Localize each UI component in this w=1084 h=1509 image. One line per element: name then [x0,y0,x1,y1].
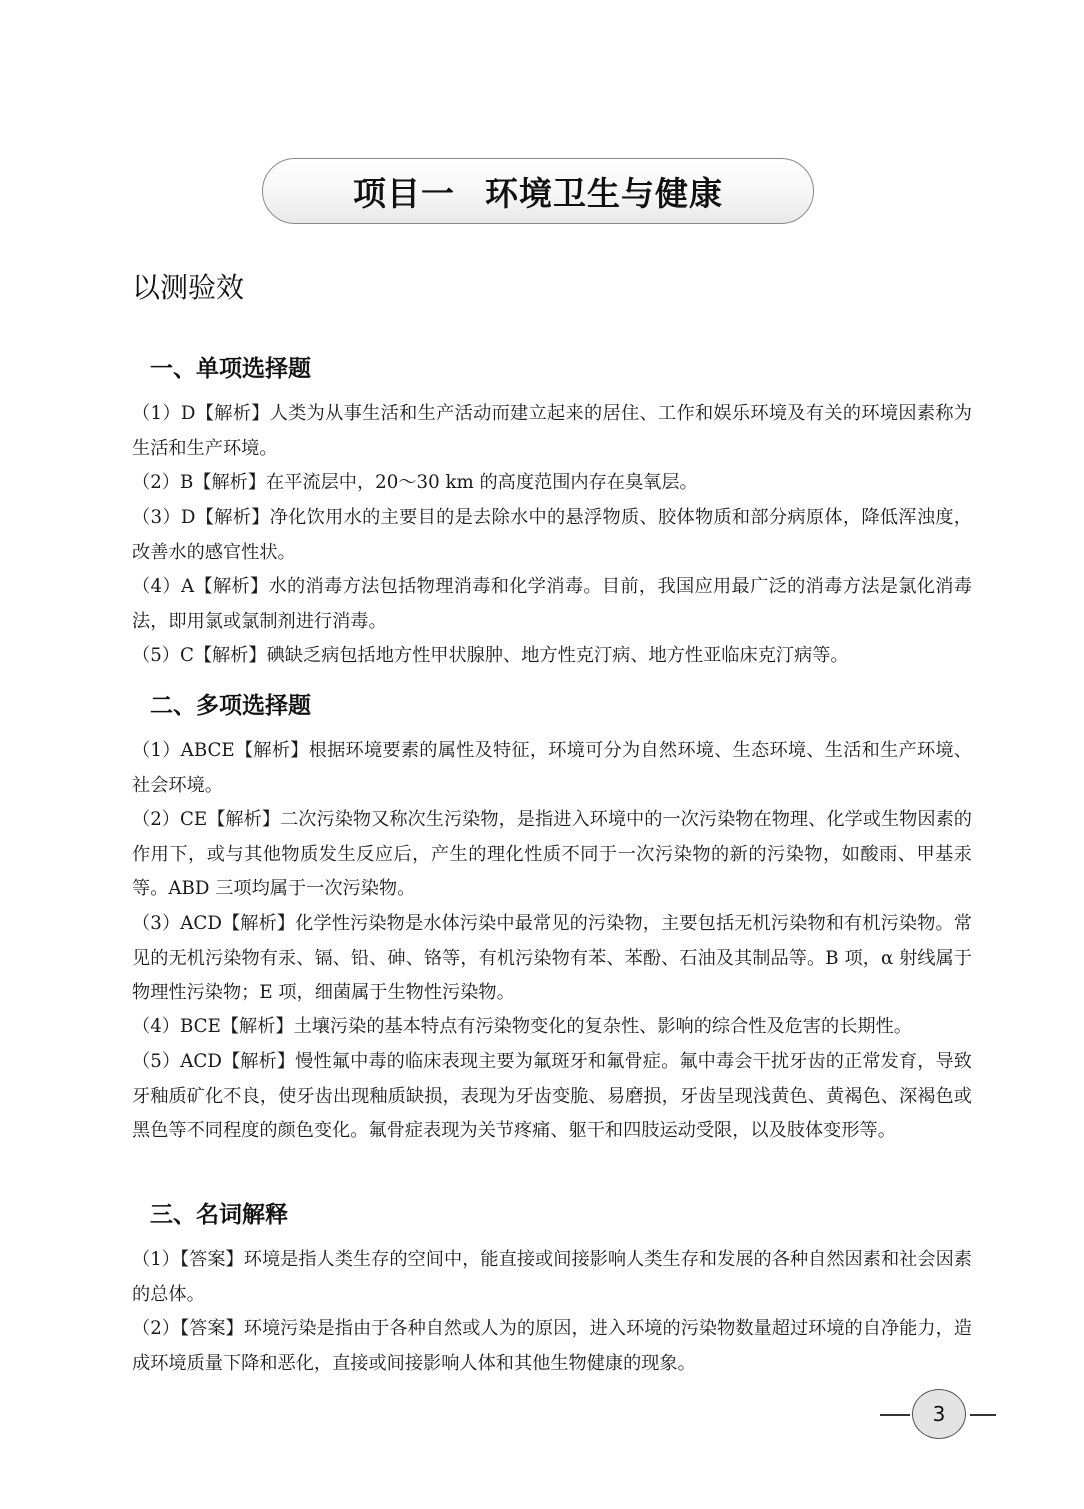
answer-item: （5）ACD【解析】慢性氟中毒的临床表现主要为氟斑牙和氟骨症。氟中毒会干扰牙齿的正常发育，导致牙釉质矿化不良，使牙齿出现釉质缺损，表现为牙齿变脆、易磨损，牙齿呈现浅黄色、黄褐色、深褐色或黑色等不同程度的颜色变化。氟骨症表现为关节疼痛、躯干和四肢运动受限，以及肢体变形等。 [132,1051,972,1141]
answer-item: （3）ACD【解析】化学性污染物是水体污染中最常见的污染物，主要包括无机污染物和有机污染物。常见的无机污染物有汞、镉、铅、砷、铬等，有机污染物有苯、苯酚、石油及其制品等。B 项，α 射线属于物理性污染物；E 项，细菌属于生物性污染物。 [132,913,972,1003]
page-number-badge [880,1388,996,1440]
page-number-rule-right [970,1414,996,1416]
chapter-title-part2: 环境卫生与健康 [485,173,723,213]
answer-item: （4）BCE【解析】土壤污染的基本特点有污染物变化的复杂性、影响的综合性及危害的长期性。 [132,1016,912,1037]
chapter-title-part1: 项目一 [353,173,455,213]
answer-item: （1）ABCE【解析】根据环境要素的属性及特征，环境可分为自然环境、生态环境、生活和生产环境、社会环境。 [132,740,972,796]
answer-item: （1）【答案】环境是指人类生存的空间中，能直接或间接影响人类生存和发展的各种自然因素和社会因素的总体。 [132,1249,972,1305]
page-number-rule-left [880,1414,910,1416]
answer-item: （2）B【解析】在平流层中，20～30 km 的高度范围内存在臭氧层。 [132,472,698,493]
chapter-title-banner [262,158,814,224]
chapter-title [353,168,723,215]
subheading-single-choice: 一、单项选择题 [150,356,311,382]
section-heading: 以测验效 [132,271,245,304]
answer-item: （4）A【解析】水的消毒方法包括物理消毒和化学消毒。目前，我国应用最广泛的消毒方法是氯化消毒法，即用氯或氯制剂进行消毒。 [132,576,972,632]
answer-item: （3）D【解析】净化饮用水的主要目的是去除水中的悬浮物质、胶体物质和部分病原体，降低浑浊度，改善水的感官性状。 [132,507,972,563]
subheading-multiple-choice: 二、多项选择题 [150,693,311,719]
subheading-term-explanation: 三、名词解释 [150,1202,288,1228]
answer-item: （2）CE【解析】二次污染物又称次生污染物，是指进入环境中的一次污染物在物理、化学或生物因素的作用下，或与其他物质发生反应后，产生的理化性质不同于一次污染物的新的污染物，如酸雨、甲基汞等。ABD 三项均属于一次污染物。 [132,809,972,899]
answer-item: （5）C【解析】碘缺乏病包括地方性甲状腺肿、地方性克汀病、地方性亚临床克汀病等。 [132,645,849,666]
page-number: 3 [912,1389,966,1439]
answer-item: （2）【答案】环境污染是指由于各种自然或人为的原因，进入环境的污染物数量超过环境的自净能力，造成环境质量下降和恶化，直接或间接影响人体和其他生物健康的现象。 [132,1318,972,1374]
answer-item: （1）D【解析】人类为从事生活和生产活动而建立起来的居住、工作和娱乐环境及有关的环境因素称为生活和生产环境。 [132,403,972,459]
